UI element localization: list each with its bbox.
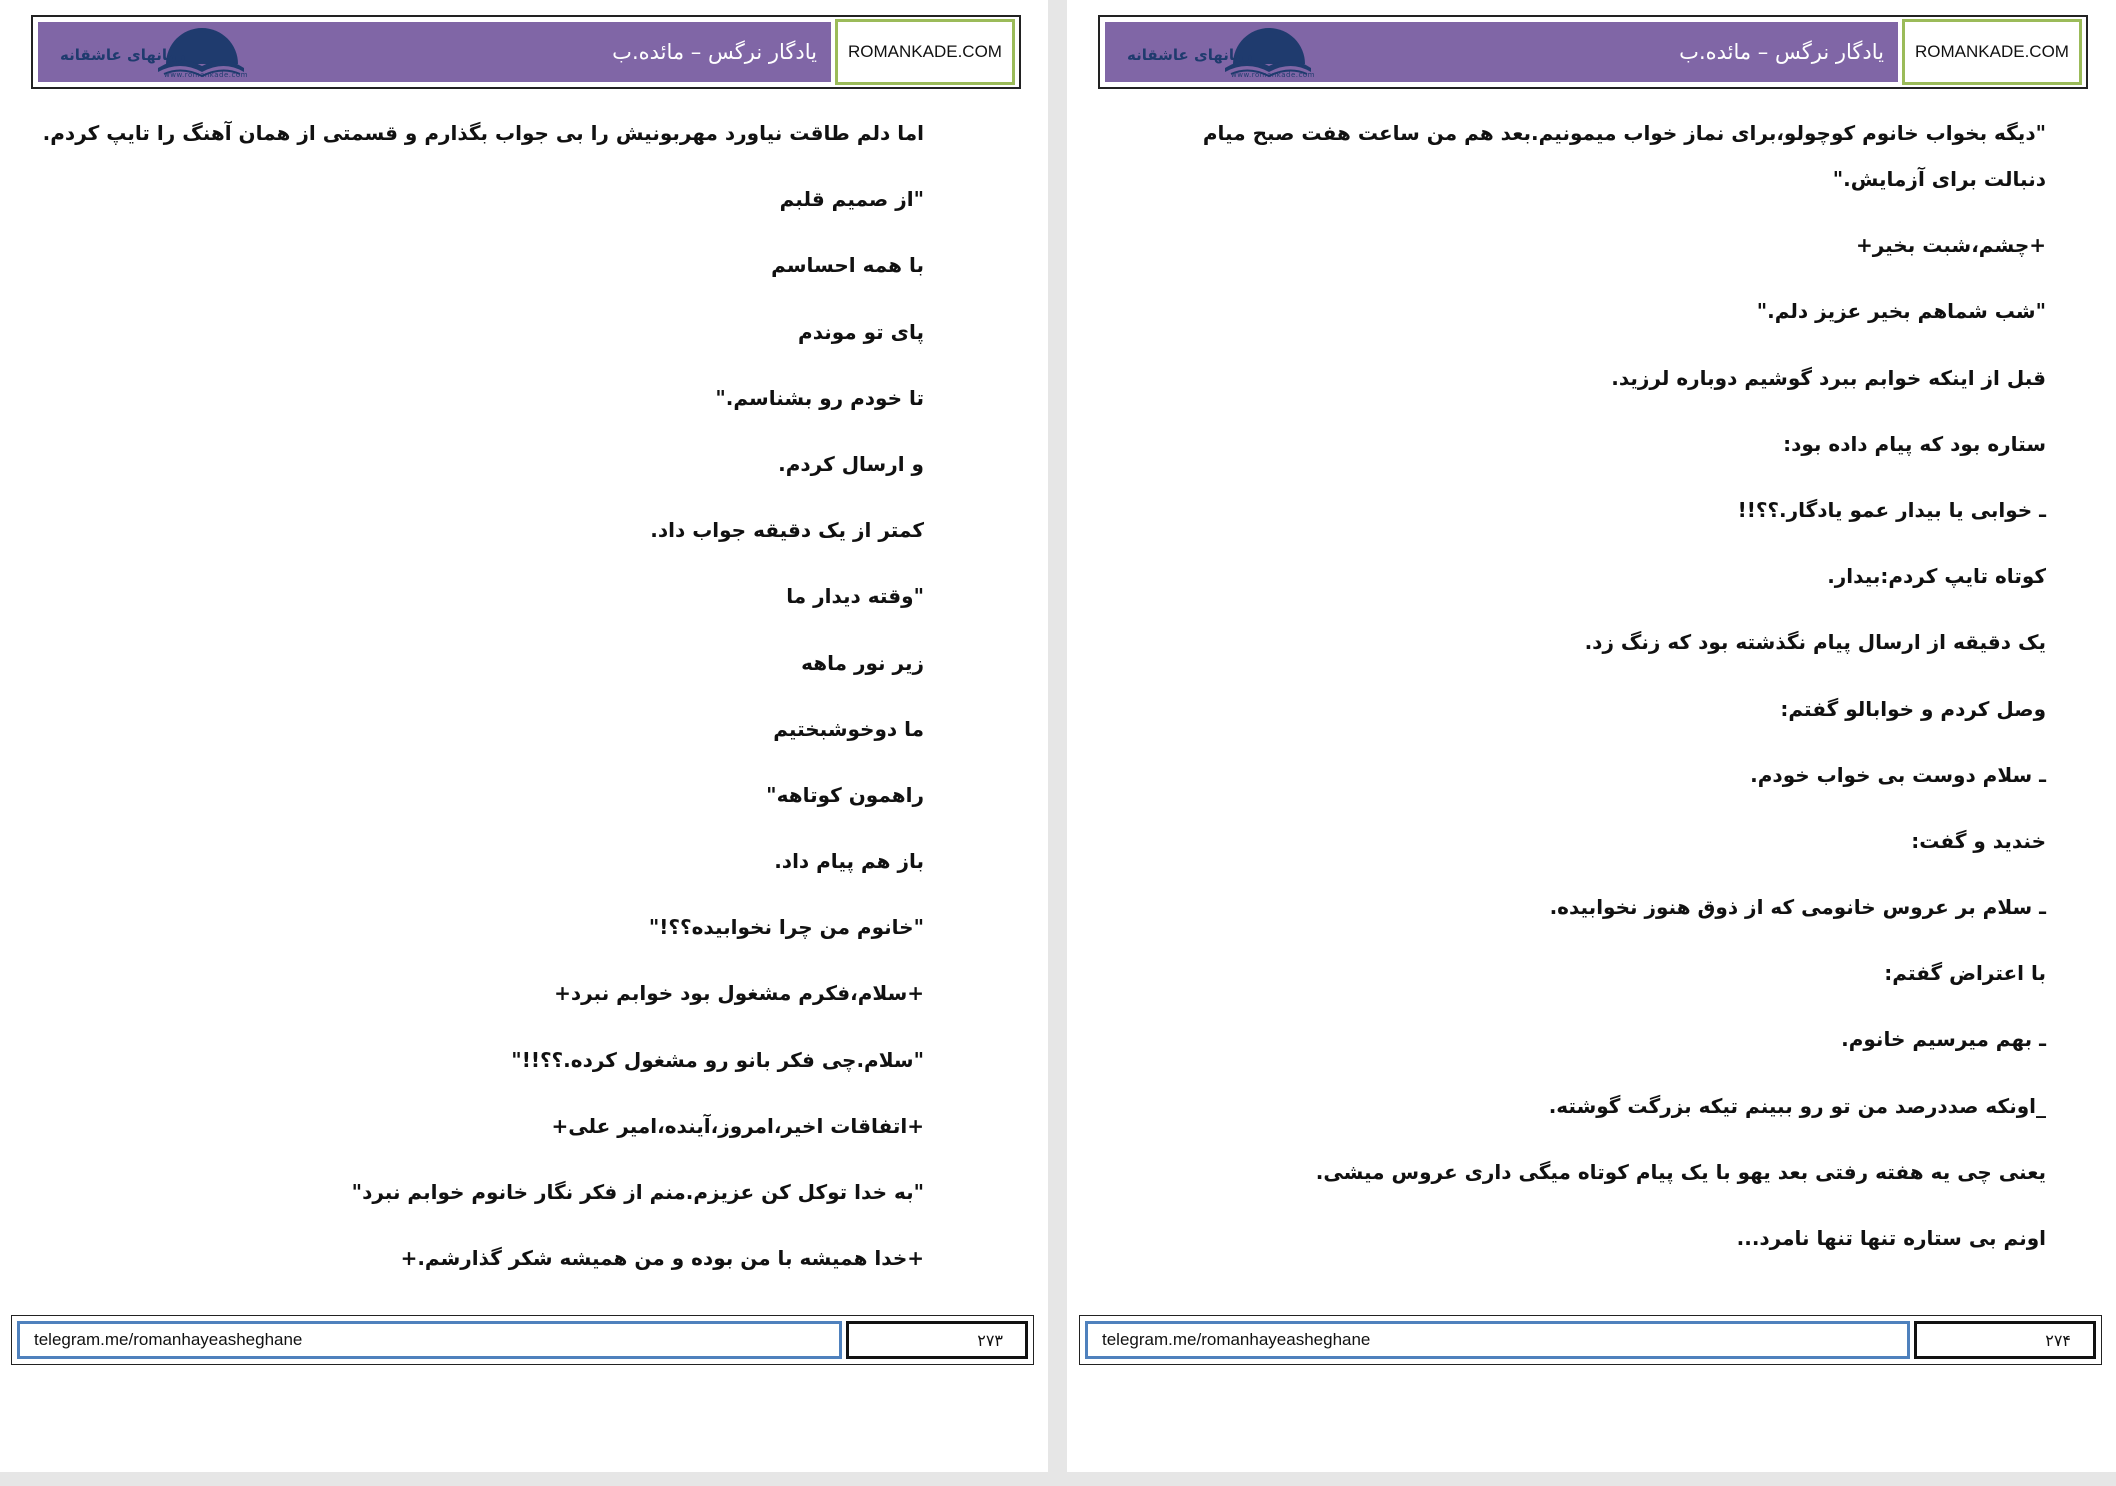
paragraph: باز هم پیام داد. bbox=[774, 849, 924, 874]
paragraph: وصل کردم و خوابالو گفتم: bbox=[1780, 696, 2046, 721]
paragraph: خندید و گفت: bbox=[1911, 828, 2046, 853]
header-band bbox=[38, 22, 831, 82]
logo-text: رمانهای عاشقانه bbox=[1127, 46, 1253, 64]
logo-text: رمانهای عاشقانه bbox=[60, 46, 186, 64]
paragraph: ـ سلام دوست بی خواب خودم. bbox=[1750, 762, 2046, 787]
paragraph: ـ خوابی یا بیدار عمو یادگار.؟؟!! bbox=[1737, 497, 2046, 522]
paragraph: پای تو موندم bbox=[798, 319, 924, 344]
paragraph: +سلام،فکرم مشغول بود خوابم نبرد+ bbox=[554, 981, 924, 1006]
telegram-link[interactable]: telegram.me/romanhayeasheghane bbox=[17, 1321, 842, 1359]
paragraph: زیر نور ماهه bbox=[801, 650, 924, 675]
page-number: ۲۷۴ bbox=[1914, 1321, 2096, 1359]
telegram-link[interactable]: telegram.me/romanhayeasheghane bbox=[1085, 1321, 1910, 1359]
paragraph: "از صمیم قلبم bbox=[779, 187, 924, 212]
logo-url: www.romankade.com bbox=[164, 71, 248, 79]
paragraph: +چشم،شبت بخیر+ bbox=[1855, 233, 2046, 258]
page-footer bbox=[11, 1315, 1034, 1365]
site-name-box[interactable]: ROMANKADE.COM bbox=[1902, 19, 2082, 85]
logo-url: www.romankade.com bbox=[1231, 71, 1315, 79]
page-number: ۲۷۳ bbox=[846, 1321, 1028, 1359]
paragraph: راهمون کوتاهه" bbox=[766, 782, 924, 807]
paragraph: اونم بی ستاره تنها تنها نامرد... bbox=[1736, 1226, 2046, 1250]
paragraph: و ارسال کردم. bbox=[778, 451, 924, 476]
paragraph: ـ بهم میرسیم خانوم. bbox=[1841, 1027, 2046, 1052]
paragraph: با همه احساسم bbox=[771, 253, 924, 278]
paragraph: کوتاه تایپ کردم:بیدار. bbox=[1827, 564, 2046, 589]
paragraph: یک دقیقه از ارسال پیام نگذشته بود که زنگ زد. bbox=[1584, 630, 2046, 655]
page-footer bbox=[1079, 1315, 2102, 1365]
book-page-left bbox=[0, 0, 1048, 1472]
paragraph: "دیگه بخواب خانوم کوچولو،برای نماز خواب میمونیم.بعد هم من ساعت هفت صبح میام دنبالت برای آزمایش." bbox=[1202, 121, 2046, 191]
paragraph: ما دوخوشبختیم bbox=[773, 716, 924, 741]
paragraph: با اعتراض گفتم: bbox=[1884, 961, 2046, 986]
book-title: یادگار نرگس – مائده.ب bbox=[612, 40, 817, 64]
paragraph: +خدا همیشه با من بوده و من همیشه شکر گذارشم.+ bbox=[400, 1246, 924, 1271]
paragraph: تا خودم رو بشناسم." bbox=[715, 385, 924, 410]
book-page-right bbox=[1067, 0, 2116, 1472]
paragraph: قبل از اینکه خوابم ببرد گوشیم دوباره لرزید. bbox=[1611, 365, 2046, 390]
site-logo[interactable] bbox=[46, 24, 256, 82]
page-text bbox=[1166, 110, 2046, 1281]
header-band bbox=[1105, 22, 1898, 82]
page-text bbox=[42, 110, 924, 1301]
paragraph: "به خدا توکل کن عزیزم.منم از فکر نگار خانوم خوابم نبرد" bbox=[351, 1180, 924, 1204]
paragraph: یعنی چی یه هفته رفتی بعد یهو با یک پیام کوتاه میگی داری عروس میشی. bbox=[1315, 1159, 2046, 1184]
paragraph: "سلام.چی فکر بانو رو مشغول کرده.؟؟!!" bbox=[511, 1047, 924, 1072]
page-header bbox=[1098, 15, 2088, 89]
paragraph: ـ سلام بر عروس خانومی که از ذوق هنوز نخوابیده. bbox=[1549, 895, 2046, 920]
paragraph: "خانوم من چرا نخوابیده؟؟!" bbox=[648, 915, 924, 940]
site-name-box[interactable]: ROMANKADE.COM bbox=[835, 19, 1015, 85]
paragraph: "شب شماهم بخیر عزیز دلم." bbox=[1756, 299, 2046, 324]
book-title: یادگار نرگس – مائده.ب bbox=[1679, 40, 1884, 64]
paragraph: +اتفاقات اخیر،امروز،آینده،امیر علی+ bbox=[551, 1113, 924, 1138]
paragraph: "وقته دیدار ما bbox=[786, 584, 924, 609]
paragraph: کمتر از یک دقیقه جواب داد. bbox=[650, 518, 924, 543]
paragraph: _اونکه صددرصد من تو رو ببینم تیکه بزرگت گوشته. bbox=[1548, 1093, 2046, 1118]
site-logo[interactable] bbox=[1113, 24, 1323, 82]
paragraph: اما دلم طاقت نیاورد مهربونیش را بی جواب بگذارم و قسمتی از همان آهنگ را تایپ کردم. bbox=[42, 121, 924, 145]
page-header bbox=[31, 15, 1021, 89]
paragraph: ستاره بود که پیام داده بود: bbox=[1783, 431, 2046, 456]
